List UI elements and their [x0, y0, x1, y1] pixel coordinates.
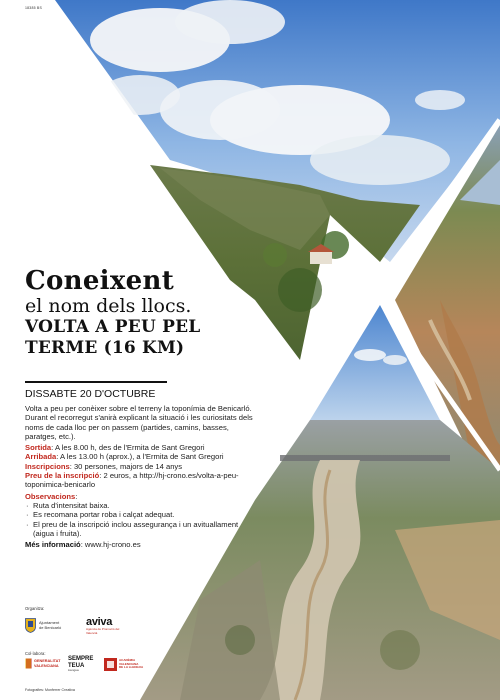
event-date: DISSABTE 20 D'OCTUBRE	[25, 388, 156, 400]
sortida-label: Sortida	[25, 443, 52, 453]
arribada-row	[25, 452, 255, 461]
title-divider	[25, 381, 167, 383]
academia-emblem-icon	[104, 658, 117, 671]
event-description: Volta a peu per conèixer sobre el terreny la toponímia de Benicarló. Durant el recorregut s'anirà explicant la situació i les curiositats dels noms de cada lloc per on passem (partides, camins, basses, paratges, etc.).	[25, 404, 253, 441]
poster-code: 18385 BS	[25, 6, 42, 10]
generalitat-emblem-icon	[25, 658, 32, 669]
academia-line-1: ACADÈMIA	[119, 658, 136, 663]
arribada-value: : A les 13.00 h (aprox.), a l'Ermita de Sant Gregori	[56, 452, 224, 462]
preu-row	[25, 471, 255, 490]
inscripcions-value: : 30 persones, majors de 14 anys	[69, 461, 183, 471]
inscripcions-label: Inscripcions	[25, 461, 70, 471]
title-line-1: Coneixent	[25, 266, 175, 296]
academia-logo	[104, 658, 143, 671]
sempre-subtitle: Llengua	[68, 668, 79, 672]
generalitat-line-2: VALENCIANA	[34, 663, 59, 668]
sempre-line-2: TEUA	[68, 662, 85, 669]
sempre-line-1: SEMPRE	[68, 656, 94, 662]
aviva-logo	[86, 617, 120, 635]
mes-info-value[interactable]: : www.hj-crono.es	[80, 540, 141, 550]
mes-info-label: Més informació	[25, 540, 81, 550]
academia-line-2: VALENCIANA	[119, 661, 139, 666]
ajuntament-logo	[25, 618, 61, 633]
aviva-mark: aviva	[86, 616, 113, 628]
inscripcions-row	[25, 462, 255, 471]
ajuntament-line-1: Ajuntament	[39, 619, 60, 625]
list-item: · Ruta d'intensitat baixa.	[25, 501, 255, 510]
photo-credit: Fotografies: Monferrer Creativa	[25, 688, 75, 692]
ajuntament-shield-icon	[25, 618, 36, 633]
title-line-4: TERME (16 KM)	[25, 338, 185, 358]
observacions-row: Observacions:	[25, 491, 78, 501]
organitza-label: Organitza:	[25, 606, 45, 611]
preu-label: Preu de la inscripció	[25, 471, 100, 481]
observacions-label: Observacions	[25, 491, 76, 501]
title-line-2: el nom dels llocs.	[25, 295, 192, 317]
title-line-3: VOLTA A PEU PEL	[25, 317, 201, 337]
sortida-value: : A les 8.00 h, des de l'Ermita de Sant Gregori	[51, 443, 205, 453]
colabora-label: Col·labora:	[25, 651, 46, 656]
academia-line-3: DE LA LLENGUA	[119, 665, 144, 670]
arribada-label: Arribada	[25, 452, 57, 462]
preu-value[interactable]: : 2 euros, a http://hj-crono.es/volta-a-peu-toponimica-benicarlo	[25, 471, 239, 490]
aviva-subtitle: Agència de Promoció del Valencià	[86, 627, 120, 635]
generalitat-line-1: GENERALITAT	[34, 659, 61, 664]
generalitat-logo	[25, 658, 60, 669]
observacions-list	[25, 501, 255, 538]
mes-info-row	[25, 540, 255, 549]
sempre-teua-logo	[68, 656, 93, 673]
title-block	[25, 268, 255, 359]
list-item: · Es recomana portar roba i calçat adequat.	[25, 510, 255, 519]
event-info	[25, 387, 255, 549]
ajuntament-line-2: de Benicarló	[39, 624, 62, 630]
sortida-row	[25, 443, 255, 452]
list-item: · El preu de la inscripció inclou assegurança i un avituallament (aigua i fruita).	[25, 520, 255, 539]
